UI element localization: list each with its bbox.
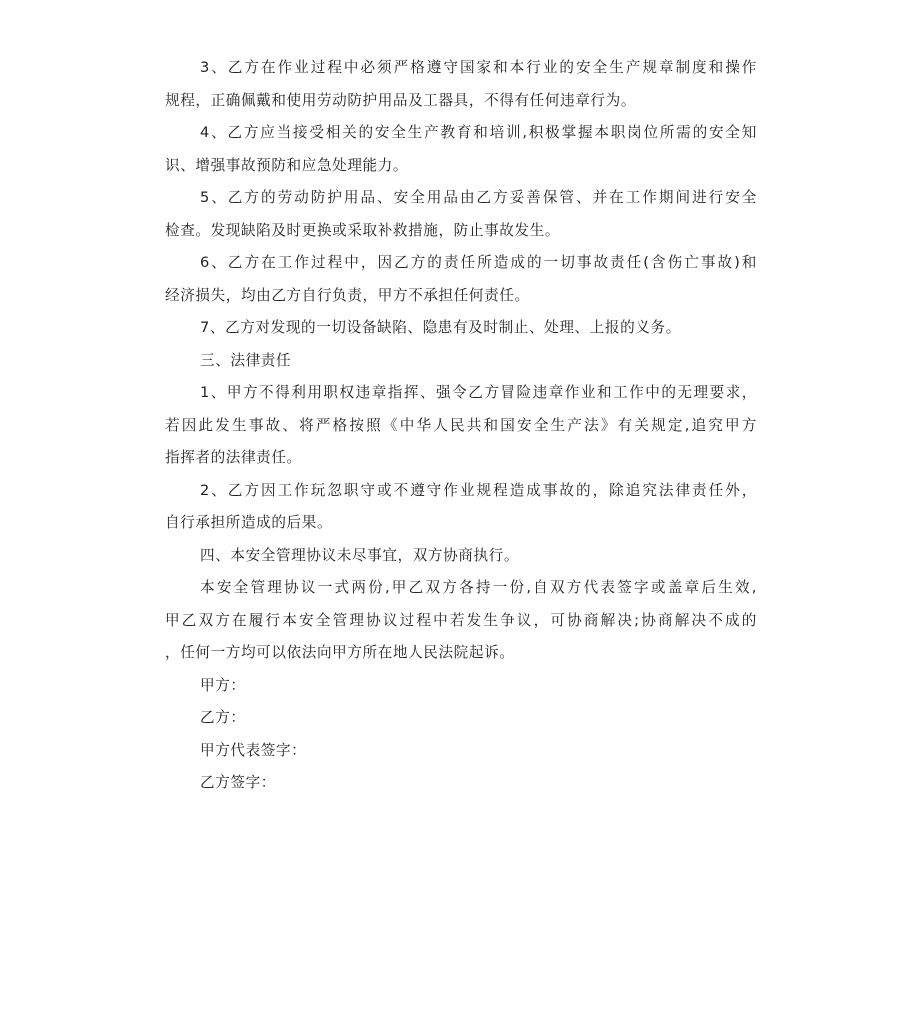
legal-clause-1-line-1: 1、甲方不得利用职权违章指挥、强令乙方冒险违章作业和工作中的无理要求， — [200, 384, 757, 401]
closing-clause — [165, 572, 757, 670]
clause-6 — [165, 247, 757, 312]
signature-party-b-sign: 乙方签字： — [200, 774, 276, 791]
document-body — [165, 52, 757, 800]
clause-4-line-2: 识、增强事故预防和应急处理能力。 — [165, 156, 409, 174]
closing-clause-line-2: 甲乙双方在履行本安全管理协议过程中若发生争议，可协商解决;协商解决不成的 — [165, 611, 757, 629]
section-heading-other-matters: 四、本安全管理协议未尽事宜，双方协商执行。 — [200, 546, 520, 564]
clause-4 — [165, 117, 757, 182]
clause-6-line-1: 6、乙方在工作过程中，因乙方的责任所造成的一切事故责任(含伤亡事故)和 — [200, 254, 757, 271]
clause-7 — [165, 312, 757, 345]
signature-party-a-representative: 甲方代表签字： — [200, 741, 307, 759]
clause-5-line-1: 5、乙方的劳动防护用品、安全用品由乙方妥善保管、并在工作期间进行安全 — [200, 189, 757, 206]
clause-6-line-2: 经济损失，均由乙方自行负责，甲方不承担任何责任。 — [165, 286, 530, 304]
clause-5-line-2: 检查。发现缺陷及时更换或采取补救措施，防止事故发生。 — [165, 221, 561, 239]
clause-3-line-2: 规程，正确佩戴和使用劳动防护用品及工器具，不得有任何违章行为。 — [165, 91, 637, 109]
legal-clause-1-line-2: 若因此发生事故、将严格按照《中华人民共和国安全生产法》有关规定,追究甲方 — [165, 416, 757, 434]
clause-3-line-1: 3、乙方在作业过程中必须严格遵守国家和本行业的安全生产规章制度和操作 — [200, 59, 757, 76]
legal-clause-1-line-3: 指挥者的法律责任。 — [165, 449, 302, 466]
legal-clause-2-line-1: 2、乙方因工作玩忽职守或不遵守作业规程造成事故的，除追究法律责任外， — [200, 481, 757, 499]
clause-5 — [165, 182, 757, 247]
closing-clause-line-1: 本安全管理协议一式两份,甲乙双方各持一份,自双方代表签字或盖章后生效, — [200, 579, 757, 596]
legal-clause-1 — [165, 377, 757, 475]
clause-4-line-1: 4、乙方应当接受相关的安全生产教育和培训,积极掌握本职岗位所需的安全知 — [200, 124, 757, 141]
signature-party-b: 乙方： — [200, 709, 246, 726]
closing-clause-line-3: ，任何一方均可以依法向甲方所在地人民法院起诉。 — [165, 644, 515, 661]
legal-clause-2 — [165, 475, 757, 540]
clause-7-line-1: 7、乙方对发现的一切设备缺陷、隐患有及时制止、处理、上报的义务。 — [200, 319, 681, 336]
clause-3 — [165, 52, 757, 117]
legal-clause-2-line-2: 自行承担所造成的后果。 — [165, 514, 333, 531]
signature-party-a: 甲方： — [200, 676, 246, 694]
section-heading-legal-liability: 三、法律责任 — [200, 351, 292, 369]
